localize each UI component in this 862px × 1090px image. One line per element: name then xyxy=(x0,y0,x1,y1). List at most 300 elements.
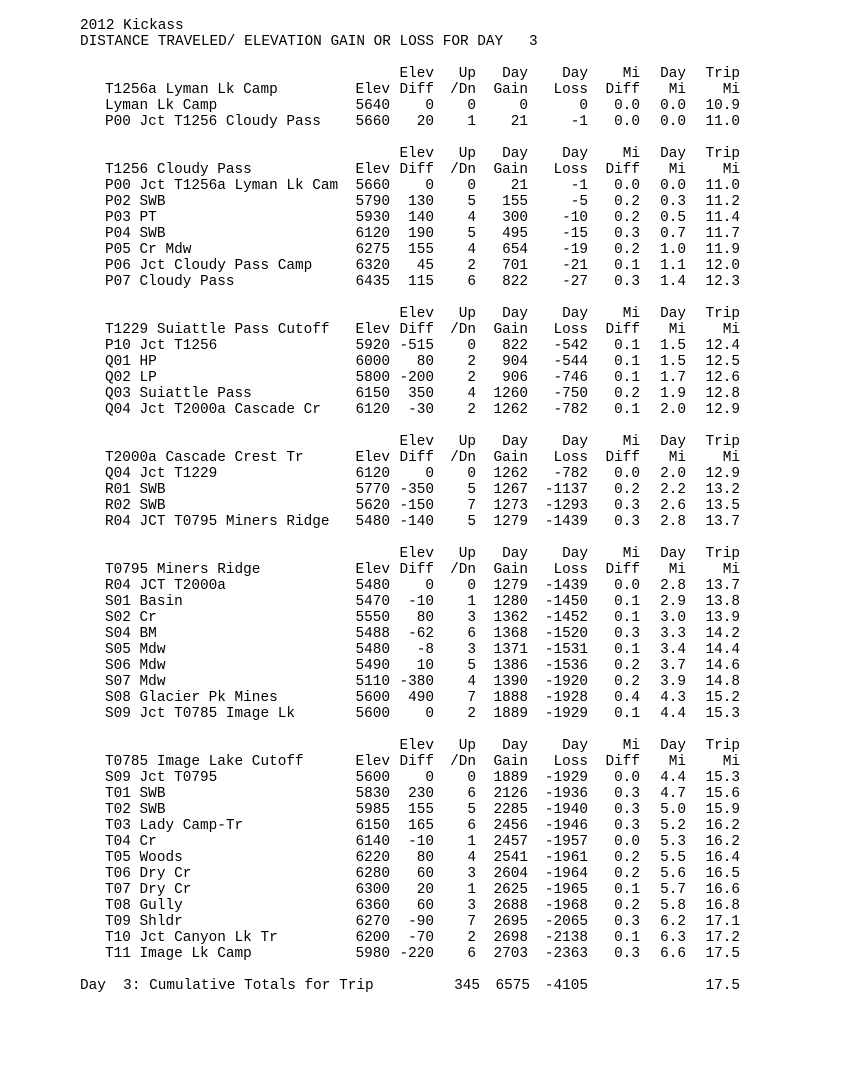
cell-updn: 7 xyxy=(467,914,476,930)
cell-elev: 6000 xyxy=(355,354,390,370)
cell-elev: 6435 xyxy=(355,274,390,290)
cell-mi-diff: 0.1 xyxy=(614,642,640,658)
cell-day-mi: 4.4 xyxy=(660,770,686,786)
cell-day-mi: 5.0 xyxy=(660,802,686,818)
column-header-mi-diff: Mi xyxy=(622,738,640,754)
cell-day-loss: -27 xyxy=(562,274,588,290)
cell-day-loss: -750 xyxy=(553,386,588,402)
cell-day-mi: 1.4 xyxy=(660,274,686,290)
cell-trip-mi: 15.9 xyxy=(705,802,740,818)
cell-mi-diff: 0.1 xyxy=(614,610,640,626)
cell-trip-mi: 11.0 xyxy=(705,114,740,130)
cell-elev: 6270 xyxy=(355,914,390,930)
cell-updn: 2 xyxy=(467,402,476,418)
cell-day-gain: 2698 xyxy=(493,930,528,946)
cell-day-loss: -1536 xyxy=(544,658,588,674)
column-header-elev-diff: Diff xyxy=(399,82,434,98)
cell-waypoint: T06 Dry Cr xyxy=(105,866,192,882)
cell-mi-diff: 0.3 xyxy=(614,626,640,642)
cell-elev: 6360 xyxy=(355,898,390,914)
cell-updn: 6 xyxy=(467,818,476,834)
cell-elev: 6220 xyxy=(355,850,390,866)
column-header-day-gain: Gain xyxy=(493,450,528,466)
cell-day-loss: -1936 xyxy=(544,786,588,802)
cell-mi-diff: 0.2 xyxy=(614,674,640,690)
cell-day-loss: -1940 xyxy=(544,802,588,818)
cell-mi-diff: 0.1 xyxy=(614,370,640,386)
cell-elev-diff: -150 xyxy=(399,498,434,514)
cell-day-gain: 495 xyxy=(502,226,528,242)
column-header-day-gain: Gain xyxy=(493,562,528,578)
cell-day-mi: 3.9 xyxy=(660,674,686,690)
column-header-trip-mi: Mi xyxy=(722,450,740,466)
cell-updn: 5 xyxy=(467,658,476,674)
cell-day-gain: 1260 xyxy=(493,386,528,402)
cell-day-gain: 1262 xyxy=(493,402,528,418)
column-header-day-mi: Day xyxy=(660,738,686,754)
cell-trip-mi: 16.5 xyxy=(705,866,740,882)
cell-mi-diff: 0.0 xyxy=(614,770,640,786)
column-header-day-loss: Day xyxy=(562,738,588,754)
column-header-updn: /Dn xyxy=(450,82,476,98)
column-header-day-mi: Mi xyxy=(668,82,686,98)
cell-updn: 6 xyxy=(467,626,476,642)
cell-day-mi: 0.3 xyxy=(660,194,686,210)
column-header-elev: Elev xyxy=(355,754,390,770)
cell-updn: 4 xyxy=(467,386,476,402)
cell-waypoint: S05 Mdw xyxy=(105,642,166,658)
cell-elev-diff: -10 xyxy=(408,834,434,850)
cell-day-gain: 300 xyxy=(502,210,528,226)
cell-day-gain: 2703 xyxy=(493,946,528,962)
cell-waypoint: S09 Jct T0795 xyxy=(105,770,218,786)
cell-updn: 0 xyxy=(467,98,476,114)
cell-elev: 5470 xyxy=(355,594,390,610)
column-header-mi-diff: Mi xyxy=(622,434,640,450)
cell-day-loss: -1929 xyxy=(544,770,588,786)
cell-day-gain: 1279 xyxy=(493,514,528,530)
cell-trip-mi: 12.4 xyxy=(705,338,740,354)
cell-trip-mi: 14.4 xyxy=(705,642,740,658)
cell-elev: 6140 xyxy=(355,834,390,850)
column-header-day-gain: Gain xyxy=(493,82,528,98)
cell-waypoint: Q04 Jct T2000a Cascade Cr xyxy=(105,402,321,418)
cell-day-loss: -1961 xyxy=(544,850,588,866)
cell-waypoint: P04 SWB xyxy=(105,226,166,242)
column-header-elev-diff: Diff xyxy=(399,754,434,770)
cell-waypoint: P02 SWB xyxy=(105,194,166,210)
cell-day-loss: -21 xyxy=(562,258,588,274)
section-title: T0785 Image Lake Cutoff xyxy=(105,754,304,770)
cell-day-mi: 5.6 xyxy=(660,866,686,882)
cell-trip-mi: 16.6 xyxy=(705,882,740,898)
column-header-day-loss: Day xyxy=(562,146,588,162)
cell-mi-diff: 0.3 xyxy=(614,498,640,514)
cell-day-gain: 2457 xyxy=(493,834,528,850)
cell-updn: 2 xyxy=(467,706,476,722)
cell-trip-mi: 12.9 xyxy=(705,466,740,482)
cell-day-mi: 1.7 xyxy=(660,370,686,386)
cell-day-gain: 904 xyxy=(502,354,528,370)
cell-elev-diff: -8 xyxy=(416,642,434,658)
cell-elev: 5770 xyxy=(355,482,390,498)
cell-day-loss: -1957 xyxy=(544,834,588,850)
cell-elev: 6120 xyxy=(355,466,390,482)
cell-elev: 5480 xyxy=(355,642,390,658)
cell-day-loss: -1965 xyxy=(544,882,588,898)
cell-elev: 5790 xyxy=(355,194,390,210)
cell-elev-diff: 20 xyxy=(416,114,434,130)
totals-label: Day 3: Cumulative Totals for Trip xyxy=(80,978,374,994)
cell-day-loss: -544 xyxy=(553,354,588,370)
column-header-updn: Up xyxy=(458,66,476,82)
cell-elev-diff: 45 xyxy=(416,258,434,274)
cell-day-mi: 2.9 xyxy=(660,594,686,610)
cell-mi-diff: 0.1 xyxy=(614,594,640,610)
cell-mi-diff: 0.1 xyxy=(614,930,640,946)
cell-updn: 3 xyxy=(467,898,476,914)
cell-elev: 6120 xyxy=(355,226,390,242)
cell-updn: 0 xyxy=(467,770,476,786)
cell-elev-diff: 0 xyxy=(425,770,434,786)
cell-trip-mi: 11.4 xyxy=(705,210,740,226)
cell-elev: 6320 xyxy=(355,258,390,274)
column-header-day-loss: Loss xyxy=(553,450,588,466)
cell-day-loss: -1450 xyxy=(544,594,588,610)
cell-mi-diff: 0.2 xyxy=(614,898,640,914)
section-title: T1256a Lyman Lk Camp xyxy=(105,82,278,98)
cell-updn: 4 xyxy=(467,242,476,258)
cell-elev: 5600 xyxy=(355,690,390,706)
cell-day-mi: 0.7 xyxy=(660,226,686,242)
cell-day-mi: 2.0 xyxy=(660,466,686,482)
cell-elev: 5488 xyxy=(355,626,390,642)
cell-day-gain: 2688 xyxy=(493,898,528,914)
cell-updn: 0 xyxy=(467,466,476,482)
cell-mi-diff: 0.3 xyxy=(614,802,640,818)
cell-mi-diff: 0.2 xyxy=(614,482,640,498)
column-header-day-gain: Day xyxy=(502,146,528,162)
column-header-day-mi: Day xyxy=(660,146,686,162)
cell-waypoint: Lyman Lk Camp xyxy=(105,98,218,114)
cell-elev-diff: 80 xyxy=(416,354,434,370)
column-header-updn: /Dn xyxy=(450,450,476,466)
column-header-trip-mi: Trip xyxy=(705,738,740,754)
cell-updn: 1 xyxy=(467,114,476,130)
cell-elev-diff: -10 xyxy=(408,594,434,610)
column-header-day-mi: Mi xyxy=(668,450,686,466)
cell-day-mi: 1.9 xyxy=(660,386,686,402)
cell-day-loss: -1964 xyxy=(544,866,588,882)
cell-waypoint: S02 Cr xyxy=(105,610,157,626)
section-title: T1256 Cloudy Pass xyxy=(105,162,252,178)
cell-waypoint: S08 Glacier Pk Mines xyxy=(105,690,278,706)
cell-mi-diff: 0.3 xyxy=(614,818,640,834)
cell-waypoint: S07 Mdw xyxy=(105,674,166,690)
cell-updn: 4 xyxy=(467,850,476,866)
column-header-day-gain: Day xyxy=(502,738,528,754)
column-header-trip-mi: Trip xyxy=(705,306,740,322)
cell-trip-mi: 16.8 xyxy=(705,898,740,914)
cell-mi-diff: 0.3 xyxy=(614,786,640,802)
column-header-elev-diff: Diff xyxy=(399,322,434,338)
cell-elev-diff: 0 xyxy=(425,466,434,482)
column-header-mi-diff: Mi xyxy=(622,546,640,562)
cell-day-mi: 1.5 xyxy=(660,354,686,370)
totals-gain: 6575 xyxy=(495,978,530,994)
section-title: T2000a Cascade Crest Tr xyxy=(105,450,304,466)
cell-elev-diff: -220 xyxy=(399,946,434,962)
cell-day-gain: 155 xyxy=(502,194,528,210)
cell-updn: 0 xyxy=(467,178,476,194)
cell-updn: 7 xyxy=(467,498,476,514)
column-header-day-gain: Day xyxy=(502,306,528,322)
cell-waypoint: P10 Jct T1256 xyxy=(105,338,218,354)
cell-updn: 2 xyxy=(467,354,476,370)
cell-trip-mi: 17.1 xyxy=(705,914,740,930)
section-title: T1229 Suiattle Pass Cutoff xyxy=(105,322,330,338)
cell-waypoint: T07 Dry Cr xyxy=(105,882,192,898)
cell-waypoint: T08 Gully xyxy=(105,898,183,914)
cell-waypoint: R04 JCT T0795 Miners Ridge xyxy=(105,514,330,530)
cell-elev-diff: 0 xyxy=(425,578,434,594)
cell-waypoint: S09 Jct T0785 Image Lk xyxy=(105,706,295,722)
cell-trip-mi: 13.5 xyxy=(705,498,740,514)
column-header-day-loss: Day xyxy=(562,306,588,322)
cell-waypoint: T10 Jct Canyon Lk Tr xyxy=(105,930,278,946)
cell-day-mi: 5.8 xyxy=(660,898,686,914)
column-header-elev-diff: Elev xyxy=(399,738,434,754)
cell-day-gain: 822 xyxy=(502,338,528,354)
cell-trip-mi: 12.5 xyxy=(705,354,740,370)
cell-day-mi: 2.8 xyxy=(660,578,686,594)
column-header-elev-diff: Diff xyxy=(399,562,434,578)
cell-elev: 5550 xyxy=(355,610,390,626)
cell-waypoint: T09 Shldr xyxy=(105,914,183,930)
cell-elev-diff: 80 xyxy=(416,610,434,626)
cell-mi-diff: 0.2 xyxy=(614,210,640,226)
cell-day-mi: 4.3 xyxy=(660,690,686,706)
cell-updn: 5 xyxy=(467,482,476,498)
cell-mi-diff: 0.2 xyxy=(614,866,640,882)
cell-day-gain: 21 xyxy=(510,178,528,194)
cell-mi-diff: 0.1 xyxy=(614,882,640,898)
cell-elev-diff: 140 xyxy=(408,210,434,226)
cell-elev-diff: 165 xyxy=(408,818,434,834)
column-header-mi-diff: Mi xyxy=(622,66,640,82)
cell-elev: 5480 xyxy=(355,514,390,530)
cell-trip-mi: 15.3 xyxy=(705,706,740,722)
cell-trip-mi: 12.9 xyxy=(705,402,740,418)
cell-trip-mi: 11.7 xyxy=(705,226,740,242)
cell-elev: 5480 xyxy=(355,578,390,594)
column-header-day-mi: Day xyxy=(660,546,686,562)
cell-day-gain: 2625 xyxy=(493,882,528,898)
cell-day-loss: -542 xyxy=(553,338,588,354)
cell-waypoint: T05 Woods xyxy=(105,850,183,866)
cell-day-gain: 2541 xyxy=(493,850,528,866)
cell-waypoint: S04 BM xyxy=(105,626,157,642)
cell-trip-mi: 15.6 xyxy=(705,786,740,802)
cell-day-gain: 822 xyxy=(502,274,528,290)
column-header-mi-diff: Mi xyxy=(622,146,640,162)
cell-waypoint: T02 SWB xyxy=(105,802,166,818)
cell-day-mi: 5.7 xyxy=(660,882,686,898)
cell-day-mi: 0.0 xyxy=(660,114,686,130)
cell-elev: 6150 xyxy=(355,386,390,402)
column-header-day-loss: Loss xyxy=(553,82,588,98)
totals-loss: -4105 xyxy=(544,978,588,994)
cell-day-gain: 1889 xyxy=(493,706,528,722)
cell-day-loss: -19 xyxy=(562,242,588,258)
column-header-updn: /Dn xyxy=(450,562,476,578)
cell-waypoint: T04 Cr xyxy=(105,834,157,850)
column-header-trip-mi: Trip xyxy=(705,66,740,82)
column-header-day-loss: Loss xyxy=(553,562,588,578)
column-header-elev-diff: Elev xyxy=(399,434,434,450)
cell-elev: 5660 xyxy=(355,178,390,194)
cell-day-loss: -1928 xyxy=(544,690,588,706)
cell-waypoint: R02 SWB xyxy=(105,498,166,514)
cell-elev-diff: 0 xyxy=(425,706,434,722)
cell-mi-diff: 0.0 xyxy=(614,98,640,114)
cell-day-gain: 1362 xyxy=(493,610,528,626)
cell-day-mi: 6.3 xyxy=(660,930,686,946)
cell-day-loss: -746 xyxy=(553,370,588,386)
cell-elev: 5110 xyxy=(355,674,390,690)
column-header-day-gain: Gain xyxy=(493,322,528,338)
cell-elev: 6150 xyxy=(355,818,390,834)
column-header-elev-diff: Elev xyxy=(399,546,434,562)
cell-day-gain: 1386 xyxy=(493,658,528,674)
cell-waypoint: T11 Image Lk Camp xyxy=(105,946,252,962)
cell-waypoint: Q03 Suiattle Pass xyxy=(105,386,252,402)
cell-day-mi: 1.1 xyxy=(660,258,686,274)
column-header-mi-diff: Diff xyxy=(605,322,640,338)
cell-mi-diff: 0.0 xyxy=(614,834,640,850)
cell-day-loss: 0 xyxy=(579,98,588,114)
cell-trip-mi: 17.5 xyxy=(705,946,740,962)
cell-updn: 2 xyxy=(467,370,476,386)
column-header-updn: Up xyxy=(458,306,476,322)
column-header-elev-diff: Elev xyxy=(399,306,434,322)
column-header-elev: Elev xyxy=(355,450,390,466)
cell-elev-diff: 130 xyxy=(408,194,434,210)
totals-trip-mi: 17.5 xyxy=(705,978,740,994)
cell-elev: 5600 xyxy=(355,706,390,722)
cell-updn: 6 xyxy=(467,946,476,962)
cell-day-mi: 4.4 xyxy=(660,706,686,722)
cell-elev-diff: 155 xyxy=(408,242,434,258)
cell-day-gain: 1390 xyxy=(493,674,528,690)
column-header-day-gain: Gain xyxy=(493,754,528,770)
column-header-elev-diff: Elev xyxy=(399,146,434,162)
cell-day-gain: 1368 xyxy=(493,626,528,642)
column-header-updn: Up xyxy=(458,738,476,754)
cell-day-loss: -1293 xyxy=(544,498,588,514)
column-header-elev: Elev xyxy=(355,322,390,338)
cell-elev-diff: -70 xyxy=(408,930,434,946)
cell-elev: 5620 xyxy=(355,498,390,514)
column-header-day-mi: Mi xyxy=(668,562,686,578)
cell-updn: 6 xyxy=(467,786,476,802)
cell-updn: 2 xyxy=(467,258,476,274)
cell-day-gain: 1267 xyxy=(493,482,528,498)
totals-updn: 345 xyxy=(454,978,480,994)
cell-waypoint: P05 Cr Mdw xyxy=(105,242,192,258)
cell-updn: 5 xyxy=(467,226,476,242)
column-header-trip-mi: Mi xyxy=(722,82,740,98)
cell-mi-diff: 0.0 xyxy=(614,114,640,130)
column-header-updn: Up xyxy=(458,434,476,450)
column-header-day-mi: Day xyxy=(660,306,686,322)
column-header-day-gain: Day xyxy=(502,546,528,562)
cell-day-mi: 1.5 xyxy=(660,338,686,354)
cell-day-loss: -1439 xyxy=(544,578,588,594)
column-header-trip-mi: Mi xyxy=(722,322,740,338)
cell-day-loss: -1968 xyxy=(544,898,588,914)
column-header-day-mi: Mi xyxy=(668,162,686,178)
cell-trip-mi: 14.8 xyxy=(705,674,740,690)
cell-day-loss: -10 xyxy=(562,210,588,226)
cell-trip-mi: 13.9 xyxy=(705,610,740,626)
column-header-updn: /Dn xyxy=(450,162,476,178)
cell-elev-diff: 0 xyxy=(425,98,434,114)
cell-elev-diff: 10 xyxy=(416,658,434,674)
section-title: T0795 Miners Ridge xyxy=(105,562,261,578)
column-header-day-loss: Loss xyxy=(553,162,588,178)
cell-elev: 5830 xyxy=(355,786,390,802)
column-header-elev-diff: Elev xyxy=(399,66,434,82)
cell-day-loss: -1 xyxy=(570,114,588,130)
column-header-day-mi: Day xyxy=(660,66,686,82)
cell-day-loss: -1946 xyxy=(544,818,588,834)
cell-waypoint: P07 Cloudy Pass xyxy=(105,274,235,290)
cell-mi-diff: 0.0 xyxy=(614,466,640,482)
cell-trip-mi: 16.4 xyxy=(705,850,740,866)
cell-day-gain: 701 xyxy=(502,258,528,274)
cell-trip-mi: 15.2 xyxy=(705,690,740,706)
cell-trip-mi: 12.6 xyxy=(705,370,740,386)
column-header-elev: Elev xyxy=(355,562,390,578)
cell-updn: 7 xyxy=(467,690,476,706)
column-header-day-loss: Loss xyxy=(553,754,588,770)
cell-waypoint: Q04 Jct T1229 xyxy=(105,466,218,482)
cell-day-mi: 3.4 xyxy=(660,642,686,658)
cell-day-gain: 1273 xyxy=(493,498,528,514)
column-header-day-gain: Day xyxy=(502,434,528,450)
cell-updn: 5 xyxy=(467,514,476,530)
cell-day-gain: 2126 xyxy=(493,786,528,802)
cell-day-loss: -1531 xyxy=(544,642,588,658)
cell-day-loss: -1520 xyxy=(544,626,588,642)
cell-elev-diff: -90 xyxy=(408,914,434,930)
cell-trip-mi: 12.0 xyxy=(705,258,740,274)
column-header-day-gain: Gain xyxy=(493,162,528,178)
cell-day-mi: 5.5 xyxy=(660,850,686,866)
cell-trip-mi: 12.3 xyxy=(705,274,740,290)
cell-waypoint: R01 SWB xyxy=(105,482,166,498)
cell-day-mi: 2.0 xyxy=(660,402,686,418)
column-header-mi-diff: Diff xyxy=(605,450,640,466)
cell-waypoint: P00 Jct T1256a Lyman Lk Cam xyxy=(105,178,339,194)
cell-elev-diff: 80 xyxy=(416,850,434,866)
cell-trip-mi: 13.7 xyxy=(705,514,740,530)
cell-day-mi: 4.7 xyxy=(660,786,686,802)
cell-day-gain: 2695 xyxy=(493,914,528,930)
cell-day-gain: 1280 xyxy=(493,594,528,610)
cell-elev-diff: -380 xyxy=(399,674,434,690)
